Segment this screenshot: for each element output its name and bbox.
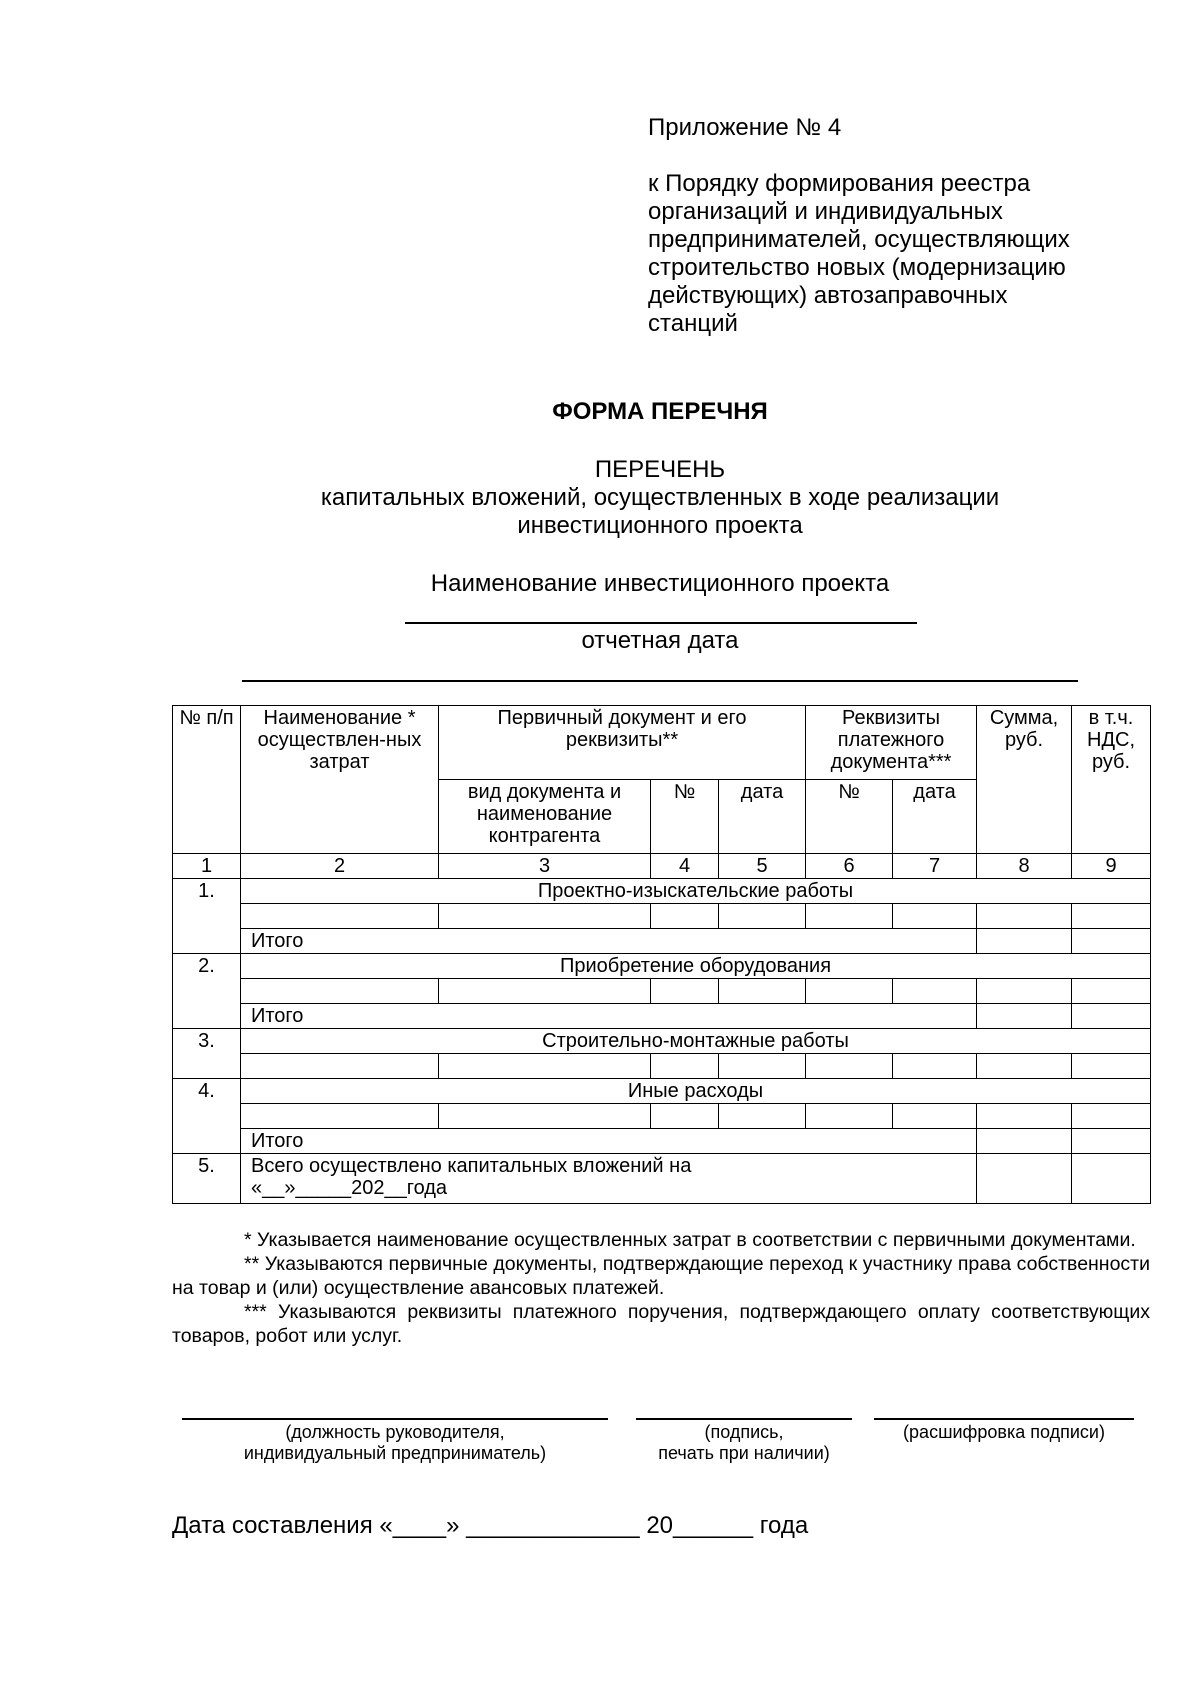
col-number: 8 bbox=[977, 854, 1072, 879]
footnote: ** Указываются первичные документы, подтверждающие переход к участнику права собственности на товар и (или) осуществление авансовых платежей. bbox=[172, 1253, 1150, 1299]
section-row bbox=[173, 1029, 1151, 1054]
signature-label-line: печать при наличии) bbox=[658, 1443, 830, 1463]
section-num: 2. bbox=[173, 954, 241, 1029]
table-cell bbox=[241, 904, 439, 929]
form-title: ФОРМА ПЕРЕЧНЯ bbox=[552, 398, 768, 425]
table-cell bbox=[893, 1054, 977, 1079]
grand-total-num: 5. bbox=[173, 1154, 241, 1204]
compiled-date: Дата составления «____» _____________ 20______ года bbox=[172, 1512, 809, 1539]
table-cell bbox=[977, 1004, 1072, 1029]
section-title: Проектно-изыскательские работы bbox=[241, 879, 1151, 904]
table-cell bbox=[241, 979, 439, 1004]
table-cell bbox=[977, 1054, 1072, 1079]
section-title: Приобретение оборудования bbox=[241, 954, 1151, 979]
table-cell bbox=[1072, 904, 1151, 929]
table-cell bbox=[651, 1054, 719, 1079]
table-cell bbox=[977, 929, 1072, 954]
table-cell bbox=[1072, 1154, 1151, 1204]
appendix-title: Приложение № 4 bbox=[648, 114, 842, 141]
column-numbers-row bbox=[173, 854, 1151, 879]
decode-label: (расшифровка подписи) bbox=[903, 1422, 1105, 1442]
section-num: 3. bbox=[173, 1029, 241, 1079]
header-name: Наименование * осуществлен-ных затрат bbox=[241, 706, 439, 854]
position-line bbox=[182, 1418, 608, 1420]
appendix-line: действующих) автозаправочных bbox=[648, 282, 1008, 309]
table-cell bbox=[1072, 929, 1151, 954]
data-row bbox=[173, 1104, 1151, 1129]
header-doc-type: вид документа и наименование контрагента bbox=[439, 780, 651, 854]
appendix-line: предпринимателей, осуществляющих bbox=[648, 226, 1070, 253]
header-primary-doc: Первичный документ и его реквизиты** bbox=[439, 706, 806, 780]
col-number: 5 bbox=[719, 854, 806, 879]
col-number: 2 bbox=[241, 854, 439, 879]
list-heading: ПЕРЕЧЕНЬ bbox=[594, 456, 726, 483]
data-row bbox=[173, 1054, 1151, 1079]
list-heading-block bbox=[0, 456, 1200, 540]
table-cell bbox=[977, 1104, 1072, 1129]
table-cell bbox=[241, 1104, 439, 1129]
section-row bbox=[173, 879, 1151, 904]
section-num: 4. bbox=[173, 1079, 241, 1154]
section-title: Иные расходы bbox=[241, 1079, 1151, 1104]
grand-total-row bbox=[173, 1154, 1151, 1204]
grand-total-date: «__»_____202__года bbox=[251, 1177, 448, 1199]
grand-total-label bbox=[241, 1154, 977, 1204]
table-cell bbox=[977, 1154, 1072, 1204]
table-cell bbox=[719, 904, 806, 929]
table-cell bbox=[806, 904, 893, 929]
col-number: 1 bbox=[173, 854, 241, 879]
table-cell bbox=[439, 1054, 651, 1079]
header-doc-no: № bbox=[651, 780, 719, 854]
table-cell bbox=[651, 1104, 719, 1129]
footnote: * Указывается наименование осуществленных затрат в соответствии с первичными документами. bbox=[244, 1229, 1136, 1251]
table-cell bbox=[241, 1054, 439, 1079]
appendix-line: строительство новых (модернизацию bbox=[648, 254, 1066, 281]
col-number: 7 bbox=[893, 854, 977, 879]
report-date-line bbox=[242, 680, 1078, 682]
table-cell bbox=[439, 1104, 651, 1129]
signature-line bbox=[636, 1418, 852, 1420]
table-cell bbox=[439, 979, 651, 1004]
signature-label bbox=[616, 1422, 872, 1464]
table-cell bbox=[806, 979, 893, 1004]
appendix-block bbox=[648, 114, 1118, 338]
table-cell bbox=[651, 904, 719, 929]
signature-label-line: (подпись, bbox=[704, 1422, 784, 1442]
capital-investments-table bbox=[172, 705, 1151, 1204]
project-name-line bbox=[405, 622, 917, 624]
section-num: 1. bbox=[173, 879, 241, 954]
table-cell bbox=[1072, 1004, 1151, 1029]
table-cell bbox=[893, 1104, 977, 1129]
list-subtitle: капитальных вложений, осуществленных в ходе реализации bbox=[320, 484, 1000, 511]
table-cell bbox=[1072, 1104, 1151, 1129]
table-cell bbox=[719, 1104, 806, 1129]
data-row bbox=[173, 904, 1151, 929]
section-title: Строительно-монтажные работы bbox=[241, 1029, 1151, 1054]
table-cell bbox=[806, 1054, 893, 1079]
list-subtitle: инвестиционного проекта bbox=[517, 512, 803, 539]
header-num: № п/п bbox=[173, 706, 241, 854]
table-cell bbox=[977, 979, 1072, 1004]
table-cell bbox=[893, 979, 977, 1004]
header-payment-doc: Реквизиты платежного документа*** bbox=[806, 706, 977, 780]
section-row bbox=[173, 954, 1151, 979]
position-label bbox=[182, 1422, 608, 1464]
total-row bbox=[173, 1129, 1151, 1154]
col-number: 6 bbox=[806, 854, 893, 879]
total-label: Итого bbox=[241, 929, 977, 954]
footnotes bbox=[172, 1228, 1150, 1348]
header-pay-no: № bbox=[806, 780, 893, 854]
project-name-label: Наименование инвестиционного проекта bbox=[430, 570, 890, 597]
col-number: 3 bbox=[439, 854, 651, 879]
total-row bbox=[173, 929, 1151, 954]
table-cell bbox=[806, 1104, 893, 1129]
position-label-line: индивидуальный предприниматель) bbox=[243, 1443, 547, 1463]
table-cell bbox=[719, 979, 806, 1004]
table-cell bbox=[977, 1129, 1072, 1154]
col-number: 4 bbox=[651, 854, 719, 879]
total-label: Итого bbox=[241, 1129, 977, 1154]
header-sum: Сумма, руб. bbox=[977, 706, 1072, 854]
table-cell bbox=[977, 904, 1072, 929]
table-cell bbox=[651, 979, 719, 1004]
appendix-line: организаций и индивидуальных bbox=[648, 198, 1003, 225]
footnote: *** Указываются реквизиты платежного поручения, подтверждающего оплату соответствующих товаров, робот или услуг. bbox=[172, 1301, 1150, 1347]
position-label-line: (должность руководителя, bbox=[285, 1422, 505, 1442]
col-number: 9 bbox=[1072, 854, 1151, 879]
header-pay-date: дата bbox=[893, 780, 977, 854]
total-row bbox=[173, 1004, 1151, 1029]
table-cell bbox=[1072, 1054, 1151, 1079]
report-date-label: отчетная дата bbox=[581, 627, 739, 654]
table-cell bbox=[1072, 1129, 1151, 1154]
table-cell bbox=[893, 904, 977, 929]
decode-line bbox=[874, 1418, 1134, 1420]
data-row bbox=[173, 979, 1151, 1004]
total-label: Итого bbox=[241, 1004, 977, 1029]
header-doc-date: дата bbox=[719, 780, 806, 854]
appendix-line: к Порядку формирования реестра bbox=[648, 170, 1031, 197]
table-cell bbox=[1072, 979, 1151, 1004]
table-cell bbox=[439, 904, 651, 929]
grand-total-line: Всего осуществлено капитальных вложений на bbox=[251, 1155, 692, 1177]
table-cell bbox=[719, 1054, 806, 1079]
section-row bbox=[173, 1079, 1151, 1104]
header-vat: в т.ч. НДС, руб. bbox=[1072, 706, 1151, 854]
appendix-line: станций bbox=[648, 310, 738, 337]
